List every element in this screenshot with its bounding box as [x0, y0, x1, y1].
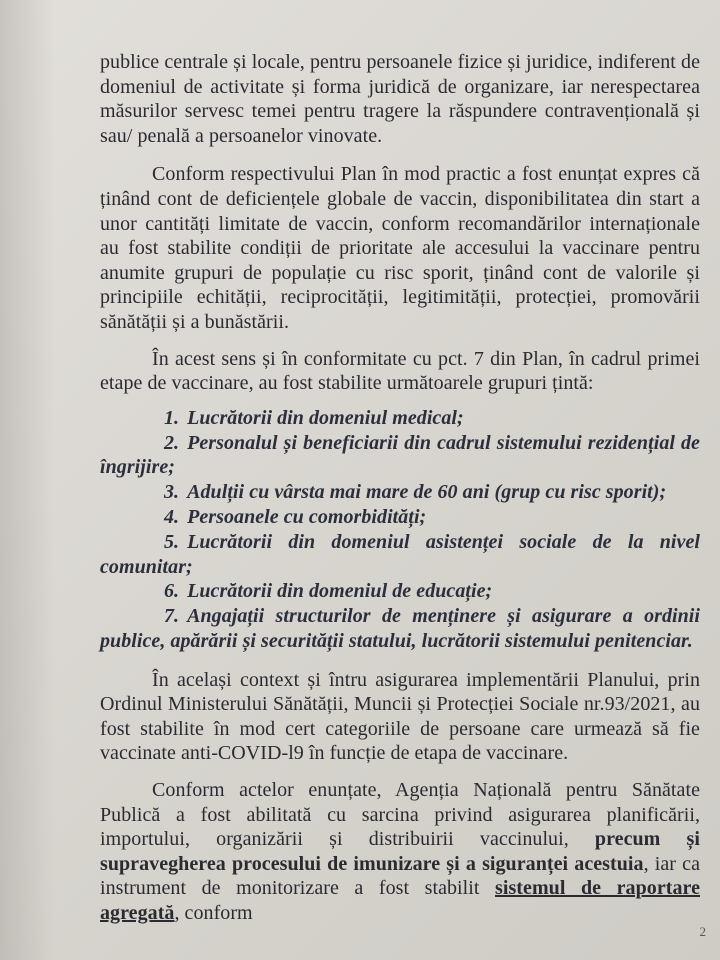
page-shadow: [0, 0, 55, 960]
paragraph-5-text-a: Conform actelor enunțate, Agenția Națională pentru Sănătate Publică a fost abilitată cu sarcina privind asigurarea planificării, importului, organizării și distribuirii vaccinului,: [100, 779, 700, 851]
list-item-text: Angajații structurilor de menținere și asigurare a ordinii publice, apărării și securității statului, lucrătorii sistemului penitenciar.: [100, 605, 700, 652]
list-item-number: 1.: [164, 406, 180, 429]
paragraph-5-underlined-text: sistemul de raportare agregată: [100, 877, 700, 925]
list-item: [100, 505, 700, 530]
list-item: [100, 480, 700, 505]
paragraph-4: În același context și întru asigurarea implementării Planului, prin Ordinul Ministerului Sănătății, Muncii și Protecției Sociale nr.93/2021, au fost stabilite în mod cert categoriile de persoane care urmează să fie vaccinate anti-COVID-l9 în funcție de etapa de vaccinare.: [100, 668, 700, 765]
paragraph-1: publice centrale și locale, pentru persoanele fizice și juridice, indiferent de domeniul de activitate și forma juridică de organizare, iar nerespectarea măsurilor servesc temei pentru tragere la răspundere contravențională și sau/ penală a persoanelor vinovate.: [100, 51, 700, 147]
list-item: [100, 530, 700, 580]
list-item-number: 2.: [164, 431, 180, 454]
paragraph-5-bold-text: precum și supravegherea procesului de imunizare și a siguranței acestuia: [100, 828, 700, 875]
page-number: 2: [699, 924, 706, 939]
list-item-number: 5.: [164, 530, 180, 553]
list-item: [100, 604, 700, 654]
list-item-text: Persoanele cu comorbidități;: [187, 505, 427, 528]
list-item-text: Lucrătorii din domeniul asistenței sociale de la nivel comunitar;: [100, 530, 700, 578]
list-item-text: Lucrătorii din domeniul de educație;: [187, 580, 493, 603]
paragraph-2: Conform respectivului Plan în mod practic a fost enunțat expres că ținând cont de deficiențele globale de vaccin, disponibilitatea din start a unor cantități limitate de vaccin, conform recomandărilor internaționale au fost stabilite condiții de prioritate ale accesului la vaccinare pentru anumite grupuri de populație cu risc sporit, ținând cont de valorile și principiile echității, reciprocității, legitimității, protecției, promovării sănătății și a bunăstării.: [100, 163, 700, 333]
list-item-text: Personalul și beneficiarii din cadrul sistemului rezidențial de îngrijire;: [100, 431, 700, 479]
list-item-number: 7.: [164, 605, 180, 628]
paragraph-5: [100, 778, 700, 926]
list-item-number: 6.: [164, 580, 180, 603]
list-item-number: 4.: [164, 505, 180, 528]
list-item: [100, 579, 700, 604]
list-item: [100, 431, 700, 481]
list-item-number: 3.: [164, 481, 180, 504]
list-item-text: Adulții cu vârsta mai mare de 60 ani (grup cu risc sporit);: [187, 481, 667, 504]
paragraph-5-text-b: , iar ca instrument de monitorizare a fost stabilit: [100, 852, 701, 900]
target-groups-list: [100, 406, 700, 654]
list-item: [100, 406, 700, 431]
list-item-text: Lucrătorii din domeniul medical;: [187, 406, 464, 429]
paragraph-3: În acest sens și în conformitate cu pct. 7 din Plan, în cadrul primei etape de vaccinare, au fost stabilite următoarele grupuri țintă:: [100, 347, 700, 395]
document-body: [100, 50, 700, 938]
paragraph-5-text-c: , conform: [174, 902, 253, 925]
